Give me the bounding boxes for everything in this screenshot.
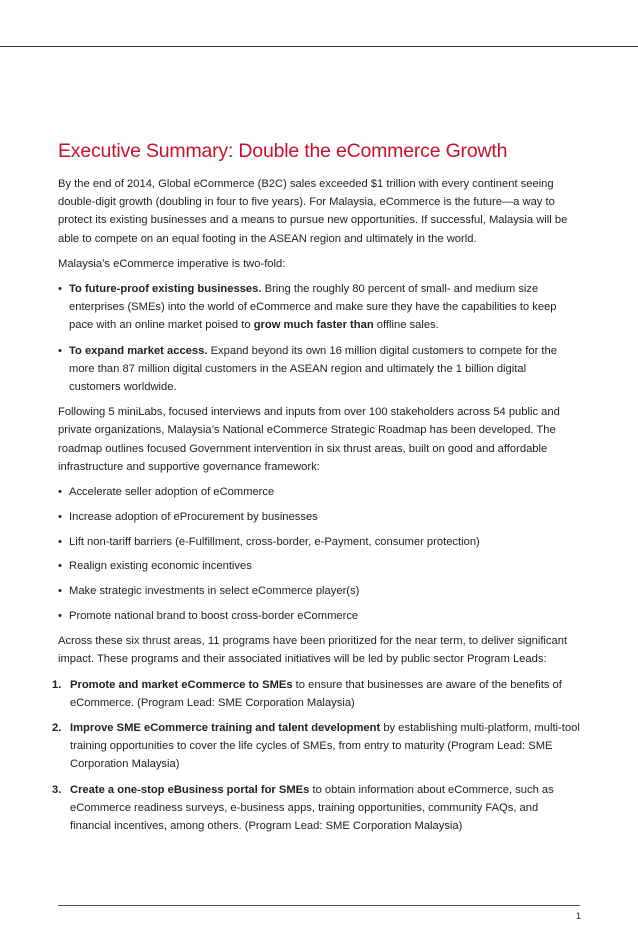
program-number: 3. [52, 783, 62, 796]
page-content [52, 139, 580, 842]
programs-list [52, 676, 580, 836]
thrust-area-item: • Increase adoption of eProcurement by businesses [58, 508, 580, 526]
thrust-area-item: • Accelerate seller adoption of eCommerce [58, 483, 580, 501]
imperative-item [58, 280, 580, 335]
program-text: to ensure that businesses are aware of the benefits of eCommerce. (Program Lead: SME Corporation Malaysia) [70, 678, 562, 709]
intro-paragraph: By the end of 2014, Global eCommerce (B2C) sales exceeded $1 trillion with every continent seeing double-digit growth (doubling in four to five years). For Malaysia, eCommerce is the future—a way to protect its existing businesses and a means to pursue new opportunities. If successful, Malaysia will be able to compete on an equal footing in the ASEAN region and ultimately in the world. [58, 178, 568, 245]
page-number: 1 [575, 911, 581, 921]
programs-intro: Across these six thrust areas, 11 programs have been prioritized for the near term, to deliver significant impact. These programs and their associated initiatives will be led by public sector Program Leads: [58, 635, 568, 666]
thrust-area-item: • Promote national brand to boost cross-border eCommerce [58, 607, 580, 625]
imperative-heading: To future-proof existing businesses. [69, 283, 262, 296]
footer-rule [58, 905, 580, 906]
program-text: by establishing multi-platform, multi-tool training opportunities to cover the life cycles of SMEs, from entry to maturity (Program Lead: SME Corporation Malaysia) [70, 722, 580, 771]
program-heading: Improve SME eCommerce training and talent development [70, 722, 381, 735]
thrust-areas-list [58, 483, 580, 625]
program-heading: Create a one-stop eBusiness portal for SMEs [70, 783, 310, 796]
imperative-text: Bring the roughly 80 percent of small- and medium size enterprises (SMEs) into the world of eCommerce and make sure they have the capabilities to keep pace with an online market poised to [69, 283, 557, 332]
thrust-area-item: • Make strategic investments in select eCommerce player(s) [58, 582, 580, 600]
program-item [52, 719, 580, 774]
header-rule [0, 46, 638, 47]
imperative-item [58, 342, 580, 397]
thrust-area-item: • Lift non-tariff barriers (e-Fulfillment, cross-border, e-Payment, consumer protection) [58, 533, 580, 551]
roadmap-paragraph: Following 5 miniLabs, focused interviews and inputs from over 100 stakeholders across 54 public and private organizations, Malaysia’s National eCommerce Strategic Roadmap has been developed. The roadmap outlines focused Government intervention in six thrust areas, built on good and affordable infrastructure and supportive governance framework: [58, 406, 560, 473]
program-number: 2. [52, 722, 62, 735]
program-number: 1. [52, 678, 62, 691]
thrust-area-item: • Realign existing economic incentives [58, 557, 580, 575]
page-title: Executive Summary: Double the eCommerce Growth [58, 140, 508, 162]
imperative-text-end: offline sales. [373, 319, 439, 332]
imperative-text: Expand beyond its own 16 million digital customers to compete for the more than 87 million digital customers in the ASEAN region and ultimately the 1 billion digital customers worldwide. [69, 344, 557, 394]
program-item [52, 676, 580, 712]
imperatives-list [58, 280, 580, 396]
imperative-intro: Malaysia’s eCommerce imperative is two-fold: [58, 257, 286, 270]
imperative-heading: To expand market access. [69, 344, 208, 357]
program-text: to obtain information about eCommerce, such as eCommerce readiness surveys, e-business apps, training opportunities, community FAQs, and financial incentives, among others. (Program Lead: SME Corporation Malaysia) [70, 783, 554, 833]
program-heading: Promote and market eCommerce to SMEs [70, 678, 293, 691]
program-item [52, 781, 580, 836]
imperative-emphasis: grow much faster than [253, 319, 374, 332]
